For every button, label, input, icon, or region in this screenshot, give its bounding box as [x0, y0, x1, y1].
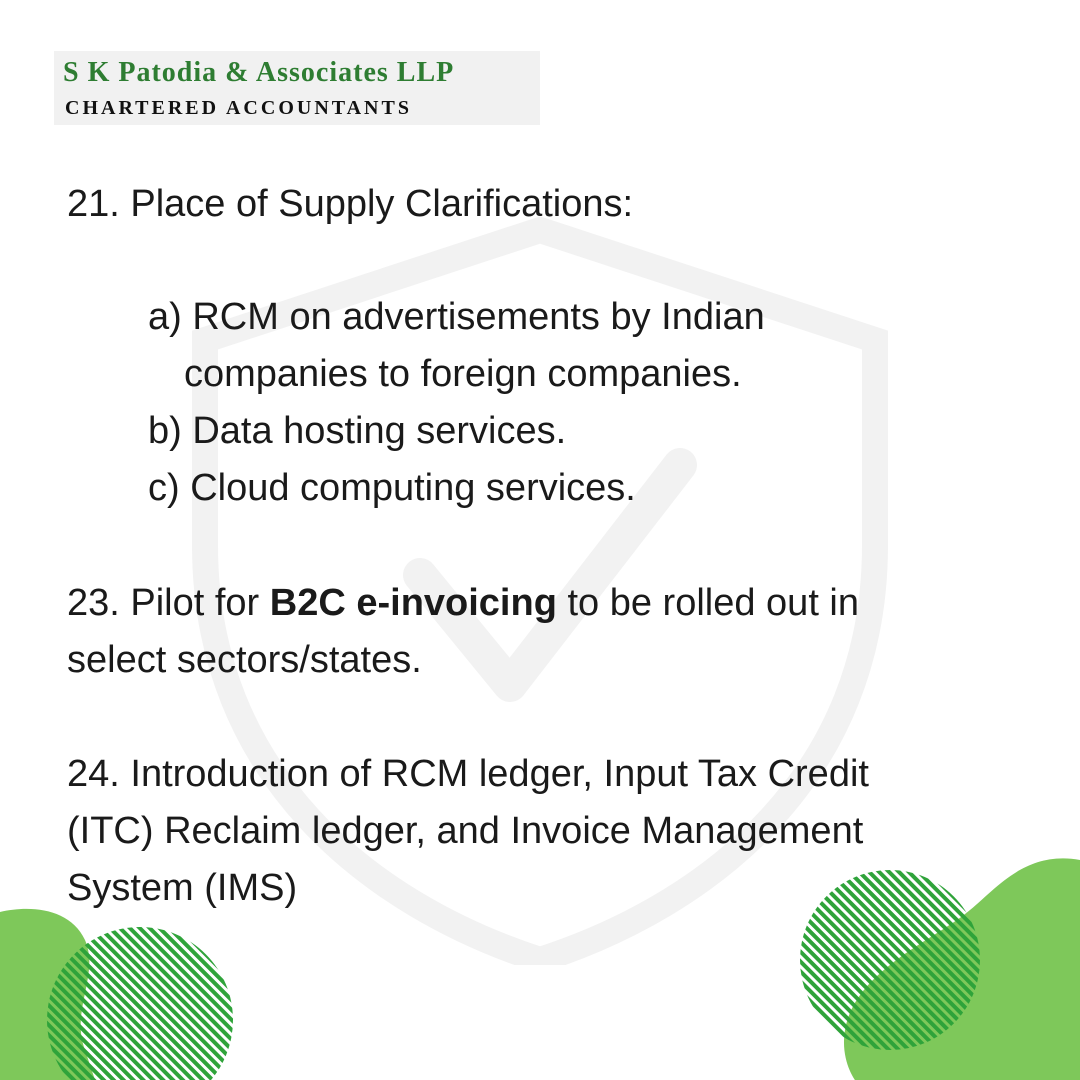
point-24-line2: (ITC) Reclaim ledger, and Invoice Management [67, 810, 864, 852]
subpoint-a-line2: companies to foreign companies. [184, 353, 742, 395]
subpoint-b: b) Data hosting services. [148, 410, 567, 452]
subpoint-a-line1: a) RCM on advertisements by Indian [148, 296, 765, 338]
point-21-heading: 21. Place of Supply Clarifications: [67, 183, 634, 225]
point-24-line1: 24. Introduction of RCM ledger, Input Tax Credit [67, 753, 869, 795]
subpoint-c: c) Cloud computing services. [148, 467, 636, 509]
company-logo [54, 51, 540, 125]
logo-company-name: S K Patodia & Associates LLP [63, 57, 455, 88]
point-23-line2: select sectors/states. [67, 639, 422, 681]
decorative-blob-left [0, 900, 260, 1080]
point-23-prefix: 23. Pilot for [67, 582, 270, 624]
decorative-blob-right [795, 850, 1080, 1080]
point-24-line3: System (IMS) [67, 867, 298, 909]
point-23-line1 [67, 575, 859, 632]
logo-tagline: CHARTERED ACCOUNTANTS [65, 97, 412, 119]
point-23-suffix: to be rolled out in [556, 582, 860, 624]
point-23-bold: B2C e-invoicing [269, 582, 557, 624]
